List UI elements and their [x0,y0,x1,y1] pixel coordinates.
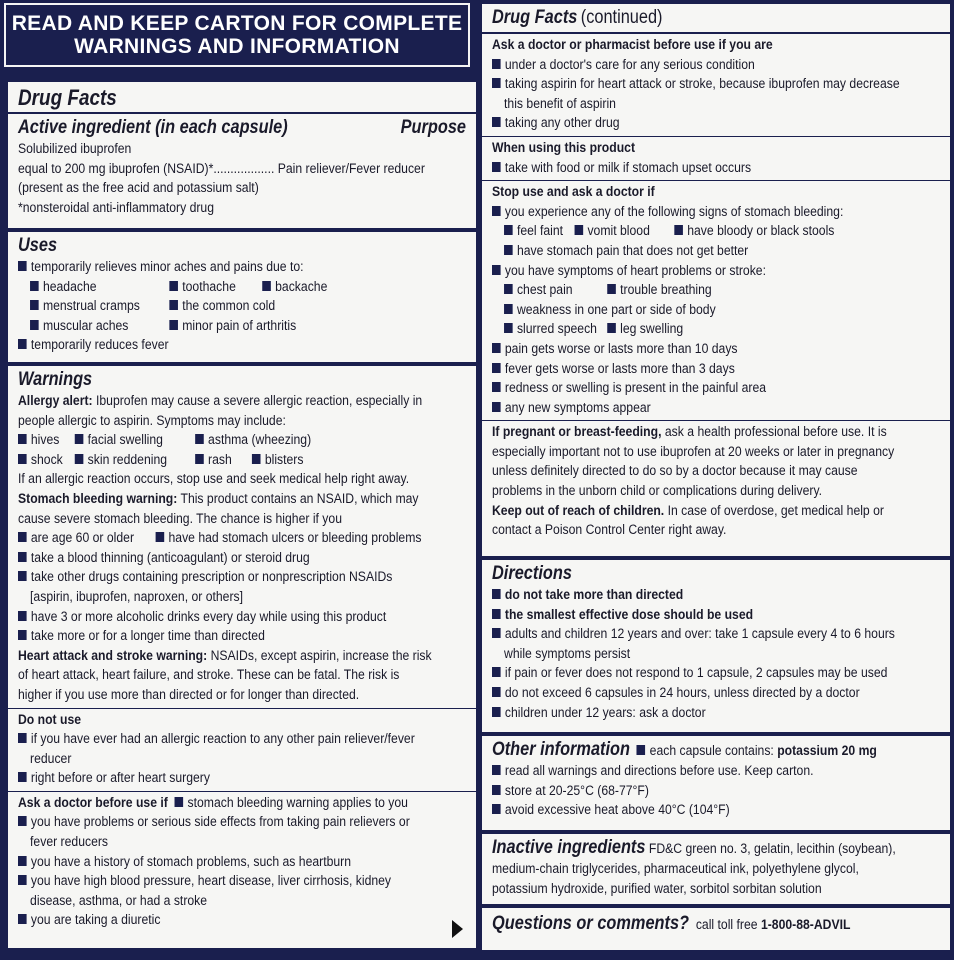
bullet-icon [18,875,27,885]
bullet-icon [637,745,646,755]
use-item: menstrual cramps [42,298,140,315]
pregnant-text: problems in the unborn child or complications during delivery. [492,483,823,500]
ask-pharmacist-item: taking any other drug [504,115,620,132]
other-item: avoid excessive heat above 40°C (104°F) [504,802,730,819]
bullet-icon [18,454,27,464]
ask-pharmacist-item: taking aspirin for heart attack or stroke, because ibuprofen may decrease [504,76,900,93]
allergy-after: If an allergic reaction occurs, stop use and seek medical help right away. [18,471,410,488]
ask-pharmacist-title: Ask a doctor or pharmacist before use if you are [492,37,773,53]
bullet-icon [504,245,513,255]
inactive-text-2: medium-chain triglycerides, pharmaceutical ink, polyethylene glycol, [492,861,859,877]
bullet-icon [492,609,501,619]
inactive-ingredients-title: Inactive ingredients [492,837,646,858]
bullet-icon [18,571,27,581]
pregnant-label: If pregnant or breast-feeding, [492,424,662,441]
bullet-icon [492,382,501,392]
bleed-sign: feel faint [516,223,564,240]
bullet-icon [504,304,513,314]
heart-sign: chest pain [516,282,573,299]
pregnant-text: ask a health professional before use. It is [664,424,887,441]
use-item: minor pain of arthritis [182,317,297,334]
bullet-icon [607,284,616,294]
bullet-icon [18,733,27,743]
bullet-icon [156,532,165,542]
symptom-item: rash [208,451,232,468]
stomach-row-1 [18,529,476,549]
ask-item: fever reducers [30,834,109,851]
continued-label: (continued) [580,7,663,28]
bullet-icon [492,804,501,814]
bullet-icon [492,589,501,599]
bullet-icon [492,162,501,172]
heart-signs-row-1 [492,281,950,301]
symptom-item: blisters [264,451,304,468]
bullet-icon [30,320,39,330]
bullet-icon [175,797,184,807]
stop-use-title: Stop use and ask a doctor if [492,184,655,201]
other-information-title: Other information [492,739,630,760]
stomach-text-2: cause severe stomach bleeding. The chance is higher if you [18,510,342,527]
stop-intro: you experience any of the following signs of stomach bleeding: [504,203,844,220]
drug-facts-title: Drug Facts [18,85,117,110]
bullet-icon [30,281,39,291]
uses-intro [18,258,476,278]
directions-title: Directions [492,563,572,584]
bullet-icon [195,434,204,444]
direction-bold-item: the smallest effective dose should be used [504,606,754,623]
other-first: each capsule contains: [649,743,774,759]
heart-sign: trouble breathing [620,282,712,299]
bullet-icon [492,265,501,275]
ingredient-form: (present as the free acid and potassium salt) [18,180,259,197]
stomach-item: [aspirin, ibuprofen, naproxen, or others] [30,588,244,605]
stop-item: redness or swelling is present in the painful area [504,380,767,397]
bullet-icon [607,323,616,333]
phone-number: 1-800-88-ADVIL [760,917,851,933]
bleed-sign: vomit blood [587,223,650,240]
uses-last [18,336,476,356]
allergy-alert-label: Allergy alert: [18,393,93,409]
stomach-item: take a blood thinning (anticoagulant) or steroid drug [30,549,310,566]
when-using-item: take with food or milk if stomach upset occurs [504,159,752,176]
keep-out-text-2: contact a Poison Control Center right away. [492,522,727,539]
ingredient-amount: equal to 200 mg ibuprofen (NSAID)* [18,160,214,177]
drug-facts-continued-title: Drug Facts [492,7,578,28]
ask-item: you have problems or serious side effects from taking pain relievers or [30,814,410,831]
ask-item: you have high blood pressure, heart disease, liver cirrhosis, kidney [30,873,392,890]
when-using-title: When using this product [492,139,636,156]
nsaid-footnote: *nonsteroidal anti-inflammatory drug [18,199,214,216]
bullet-icon [18,856,27,866]
bullet-icon [492,343,501,353]
bullet-icon [18,261,27,271]
heart-sign: slurred speech [516,321,597,338]
bullet-icon [492,117,501,127]
purpose-heading: Purpose [400,117,466,138]
bullet-icon [674,225,683,235]
bleed-sign: have bloody or black stools [687,223,835,240]
do-not-use-item: if you have ever had an allergic reaction to any other pain reliever/fever [30,731,415,748]
bullet-icon [492,402,501,412]
bullet-icon [575,225,584,235]
heart-text-1: NSAIDs, except aspirin, increase the risk [210,647,432,664]
keep-out-text-1: In case of overdose, get medical help or [667,502,884,519]
ask-pharmacist-item: this benefit of aspirin [504,95,616,112]
symptom-item: skin reddening [87,451,168,468]
call-toll-free: call toll free [695,917,758,933]
bullet-icon [492,206,501,216]
inactive-text-3: potassium hydroxide, purified water, sorbitol sorbitan solution [492,880,822,897]
bullet-icon [492,78,501,88]
bullet-icon [492,765,501,775]
warnings-title: Warnings [18,369,93,390]
bullet-icon [252,454,261,464]
symptom-item: asthma (wheezing) [208,432,312,449]
bullet-icon [504,284,513,294]
active-ingredient-panel [8,82,476,228]
bullet-icon [492,667,501,677]
bullet-icon [18,816,27,826]
stomach-text-1: This product contains an NSAID, which may [180,490,419,507]
uses-row-3 [18,317,476,337]
bullet-icon [504,323,513,333]
heart-signs-row-3 [492,320,950,340]
uses-row-2 [18,297,476,317]
symptom-item: shock [30,451,63,468]
use-item: headache [42,278,97,295]
questions-panel [482,908,950,950]
dot-leader: .................. [213,160,275,177]
heart-intro: you have symptoms of heart problems or stroke: [504,262,766,279]
do-not-use-item: reducer [30,750,72,767]
questions-title: Questions or comments? [492,913,690,934]
stomach-item: take more or for a longer time than directed [30,628,265,645]
do-not-use-title: Do not use [18,711,82,728]
ingredient-name: Solubilized ibuprofen [18,141,132,157]
uses-row-1 [18,278,476,298]
use-item: muscular aches [42,317,129,334]
symptom-item: facial swelling [87,432,163,449]
ask-first: stomach bleeding warning applies to you [187,794,408,811]
inactive-text-1: FD&C green no. 3, gelatin, lecithin (soybean), [648,841,896,857]
allergy-text-2: people allergic to aspirin. Symptoms may include: [18,412,286,429]
stomach-item: take other drugs containing prescription or nonprescription NSAIDs [30,569,393,586]
bleed-last: have stomach pain that does not get better [516,242,749,259]
other-item: store at 20-25°C (68-77°F) [504,782,649,799]
symptom-item: hives [30,432,60,449]
bullet-icon [492,59,501,69]
uses-title: Uses [18,235,58,256]
heart-sign: weakness in one part or side of body [516,301,716,318]
bullet-icon [75,434,84,444]
other-information-panel [482,736,950,830]
bullet-icon [18,772,27,782]
keep-carton-banner [4,3,470,67]
use-item: toothache [182,278,236,295]
bullet-icon [169,300,178,310]
banner-line-1: READ AND KEEP CARTON FOR COMPLETE [11,12,463,35]
heart-text-2: of heart attack, heart failure, and stroke. These can be fatal. The risk is [18,667,400,684]
direction-item: do not exceed 6 capsules in 24 hours, unless directed by a doctor [504,684,860,701]
warnings-panel [8,366,476,948]
uses-last-text: temporarily reduces fever [30,337,169,354]
continue-arrow-icon [452,920,463,938]
ask-pharmacist-item: under a doctor's care for any serious condition [504,56,755,73]
ask-doctor-title: Ask a doctor before use if [18,794,168,811]
uses-intro-text: temporarily relieves minor aches and pains due to: [30,259,304,275]
bullet-icon [169,281,178,291]
heart-text-3: higher if you use more than directed or for longer than directed. [18,686,360,703]
bullet-icon [18,434,27,444]
direction-bold-item: do not take more than directed [504,587,684,603]
directions-panel [482,560,950,732]
ingredient-amount-row [18,160,425,180]
stop-item: pain gets worse or lasts more than 10 days [504,340,738,357]
ask-item: you have a history of stomach problems, such as heartburn [30,853,352,870]
uses-panel [8,232,476,362]
bullet-icon [195,454,204,464]
banner-line-2: WARNINGS AND INFORMATION [74,35,400,58]
continued-panel [482,4,950,556]
keep-out-label: Keep out of reach of children. [492,502,665,519]
do-not-use-item: right before or after heart surgery [30,770,210,787]
symptoms-row-1 [18,431,476,451]
ask-item: disease, asthma, or had a stroke [30,892,208,909]
stomach-item: have had stomach ulcers or bleeding problems [168,530,422,547]
direction-item: adults and children 12 years and over: take 1 capsule every 4 to 6 hours [504,626,895,643]
stop-item: any new symptoms appear [504,399,651,416]
pregnant-text: unless definitely directed to do so by a doctor because it may cause [492,463,858,480]
stomach-item: are age 60 or older [30,530,135,547]
bullet-icon [18,914,27,924]
bullet-icon [18,339,27,349]
active-ingredient-heading: Active ingredient (in each capsule) [18,117,288,138]
bullet-icon [169,320,178,330]
use-item: backache [275,278,328,295]
allergy-text-1: Ibuprofen may cause a severe allergic reaction, especially in [95,393,423,409]
other-first-bold: potassium 20 mg [777,743,877,759]
bullet-icon [492,363,501,373]
right-column [478,0,954,960]
bullet-icon [18,630,27,640]
bullet-icon [492,785,501,795]
other-item: read all warnings and directions before use. Keep carton. [504,763,814,779]
direction-item: while symptoms persist [504,645,631,662]
use-item: the common cold [182,298,276,315]
direction-item: if pain or fever does not respond to 1 capsule, 2 capsules may be used [504,665,888,682]
bullet-icon [30,300,39,310]
symptoms-row-2 [18,451,476,471]
heart-sign: leg swelling [620,321,684,338]
pregnant-text: especially important not to use ibuprofen at 20 weeks or later in pregnancy [492,443,895,460]
bullet-icon [492,628,501,638]
bullet-icon [504,225,513,235]
heart-warning-label: Heart attack and stroke warning: [18,647,208,664]
stop-item: fever gets worse or lasts more than 3 days [504,360,735,377]
bullet-icon [492,687,501,697]
bullet-icon [18,532,27,542]
bullet-icon [492,707,501,717]
stomach-item: have 3 or more alcoholic drinks every day while using this product [30,608,387,625]
stomach-warning-label: Stomach bleeding warning: [18,490,178,507]
bullet-icon [18,611,27,621]
ingredient-purpose: Pain reliever/Fever reducer [277,160,425,177]
direction-item: children under 12 years: ask a doctor [504,704,706,721]
bullet-icon [262,281,271,291]
bleed-signs-row [492,222,950,242]
bullet-icon [18,552,27,562]
ask-item: you are taking a diuretic [30,912,161,929]
bullet-icon [75,454,84,464]
inactive-ingredients-panel [482,834,950,904]
